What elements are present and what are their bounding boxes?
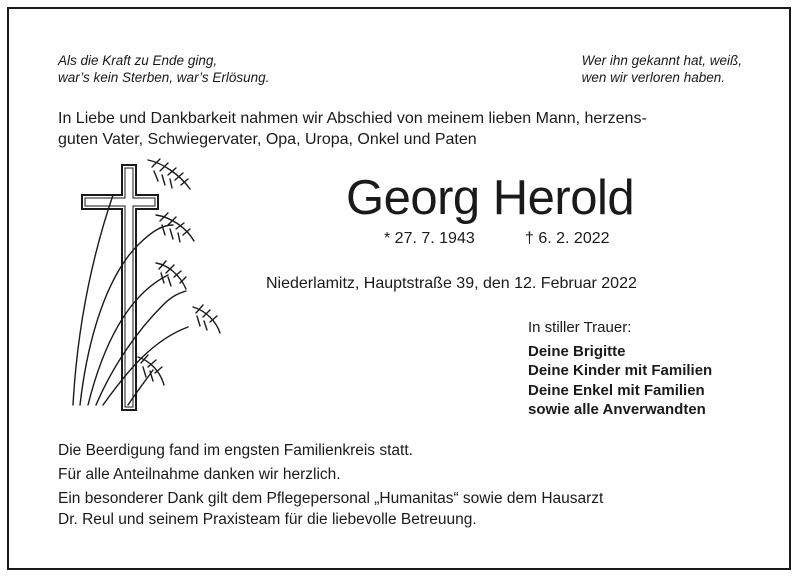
footer-text bbox=[58, 440, 603, 530]
place-and-date: Niederlamitz, Hauptstraße 39, den 12. Februar 2022 bbox=[266, 275, 637, 292]
footer-line-4: Dr. Reul und seinem Praxisteam für die liebevolle Betreuung. bbox=[58, 511, 477, 528]
footer-line-3: Ein besonderer Dank gilt dem Pflegepersonal „Humanitas“ sowie dem Hausarzt bbox=[58, 490, 604, 507]
footer-line-1: Die Beerdigung fand im engsten Familienkreis statt. bbox=[58, 442, 413, 459]
mourners-block bbox=[528, 318, 712, 420]
mourner-name: Deine Kinder mit Familien bbox=[528, 362, 713, 379]
quote-left-line-2: war’s kein Sterben, war’s Erlösung. bbox=[58, 70, 270, 85]
birth-date: * 27. 7. 1943 bbox=[384, 230, 475, 247]
mourners-lead: In stiller Trauer: bbox=[528, 319, 632, 336]
death-date: † 6. 2. 2022 bbox=[525, 230, 610, 247]
mourner-name: sowie alle Anverwandten bbox=[528, 401, 706, 418]
quote-right-line-2: wen wir verloren haben. bbox=[581, 70, 725, 85]
footer-line-2: Für alle Anteilnahme danken wir herzlich. bbox=[58, 466, 341, 483]
quote-right-line-1: Wer ihn gekannt hat, weiß, bbox=[581, 53, 742, 68]
quote-right bbox=[582, 52, 742, 86]
quote-left bbox=[58, 52, 269, 86]
deceased-name: Georg Herold bbox=[346, 171, 635, 225]
intro-line-1: In Liebe und Dankbarkeit nahmen wir Abschied von meinem lieben Mann, herzens- bbox=[58, 110, 647, 127]
cross-with-wheat-icon bbox=[68, 155, 248, 420]
mourner-name: Deine Enkel mit Familien bbox=[528, 381, 705, 399]
quote-left-line-1: Als die Kraft zu Ende ging, bbox=[58, 53, 218, 68]
intro-text bbox=[58, 108, 748, 150]
mourner-name: Deine Brigitte bbox=[528, 342, 626, 360]
intro-line-2: guten Vater, Schwiegervater, Opa, Uropa, Onkel und Paten bbox=[58, 131, 477, 148]
